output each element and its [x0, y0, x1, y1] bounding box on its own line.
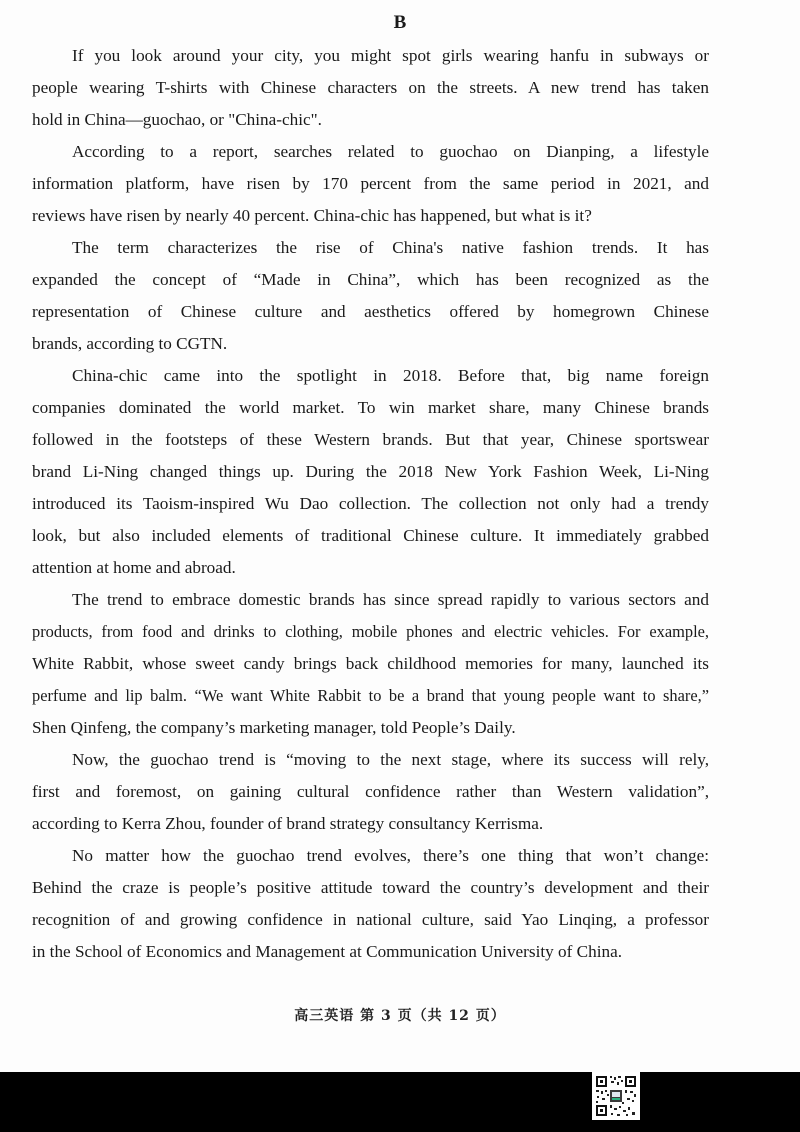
- text-line: recognition of and growing confidence in national culture, said Yao Linqing, a professor: [32, 910, 709, 929]
- text-line: companies dominated the world market. To win market share, many Chinese brands: [32, 398, 709, 417]
- paragraph: [32, 744, 709, 840]
- text-line: according to Kerra Zhou, founder of brand strategy consultancy Kerrisma.: [32, 814, 544, 833]
- text-line: The trend to embrace domestic brands has since spread rapidly to various sectors and: [72, 590, 709, 609]
- text-line: followed in the footsteps of these Western brands. But that year, Chinese sportswear: [32, 430, 709, 449]
- text-line: brand Li-Ning changed things up. During the 2018 New York Fashion Week, Li-Ning: [32, 462, 709, 481]
- text-line: look, but also included elements of traditional Chinese culture. It immediately grabbed: [32, 526, 709, 545]
- page-footer: 高三英语 第 3 页（共 12 页）: [294, 1008, 506, 1024]
- text-line: hold in China—guochao, or "China-chic".: [32, 110, 322, 129]
- text-line: Shen Qinfeng, the company’s marketing manager, told People’s Daily.: [32, 718, 516, 737]
- paragraph: [32, 232, 709, 360]
- text-line: people wearing T-shirts with Chinese characters on the streets. A new trend has taken: [32, 78, 709, 97]
- bottom-black-band: [0, 1072, 800, 1132]
- paragraph: [32, 136, 709, 232]
- text-line: Now, the guochao trend is “moving to the next stage, where its success will rely,: [72, 750, 709, 769]
- text-line: introduced its Taoism-inspired Wu Dao collection. The collection not only had a trendy: [32, 494, 709, 513]
- text-line: information platform, have risen by 170 percent from the same period in 2021, and: [32, 174, 709, 193]
- text-line: reviews have risen by nearly 40 percent. China-chic has happened, but what is it?: [32, 206, 592, 225]
- text-line: attention at home and abroad.: [32, 558, 236, 577]
- qr-code-icon[interactable]: [592, 1072, 640, 1120]
- text-line: If you look around your city, you might spot girls wearing hanfu in subways or: [72, 46, 709, 65]
- section-letter: B: [393, 12, 407, 33]
- text-line: expanded the concept of “Made in China”, which has been recognized as the: [32, 270, 709, 289]
- paragraph: [32, 360, 709, 584]
- text-line: representation of Chinese culture and aesthetics offered by homegrown Chinese: [32, 302, 709, 321]
- text-line: brands, according to CGTN.: [32, 334, 228, 353]
- text-line: perfume and lip balm. “We want White Rabbit to be a brand that young people want to share,”: [32, 686, 709, 705]
- text-line: According to a report, searches related to guochao on Dianping, a lifestyle: [72, 142, 709, 161]
- text-line: China-chic came into the spotlight in 2018. Before that, big name foreign: [72, 366, 709, 385]
- paragraph: [32, 40, 709, 136]
- text-line: in the School of Economics and Management at Communication University of China.: [32, 942, 622, 961]
- passage-body: [32, 40, 709, 968]
- paragraph: [32, 584, 709, 744]
- text-line: White Rabbit, whose sweet candy brings back childhood memories for many, launched its: [32, 654, 709, 673]
- text-line: first and foremost, on gaining cultural confidence rather than Western validation”,: [32, 782, 709, 801]
- paragraph: [32, 840, 709, 968]
- text-line: The term characterizes the rise of China's native fashion trends. It has: [72, 238, 709, 257]
- text-line: products, from food and drinks to clothing, mobile phones and electric vehicles. For example,: [32, 622, 709, 641]
- text-line: No matter how the guochao trend evolves, there’s one thing that won’t change:: [72, 846, 709, 865]
- text-line: Behind the craze is people’s positive attitude toward the country’s development and their: [32, 878, 709, 897]
